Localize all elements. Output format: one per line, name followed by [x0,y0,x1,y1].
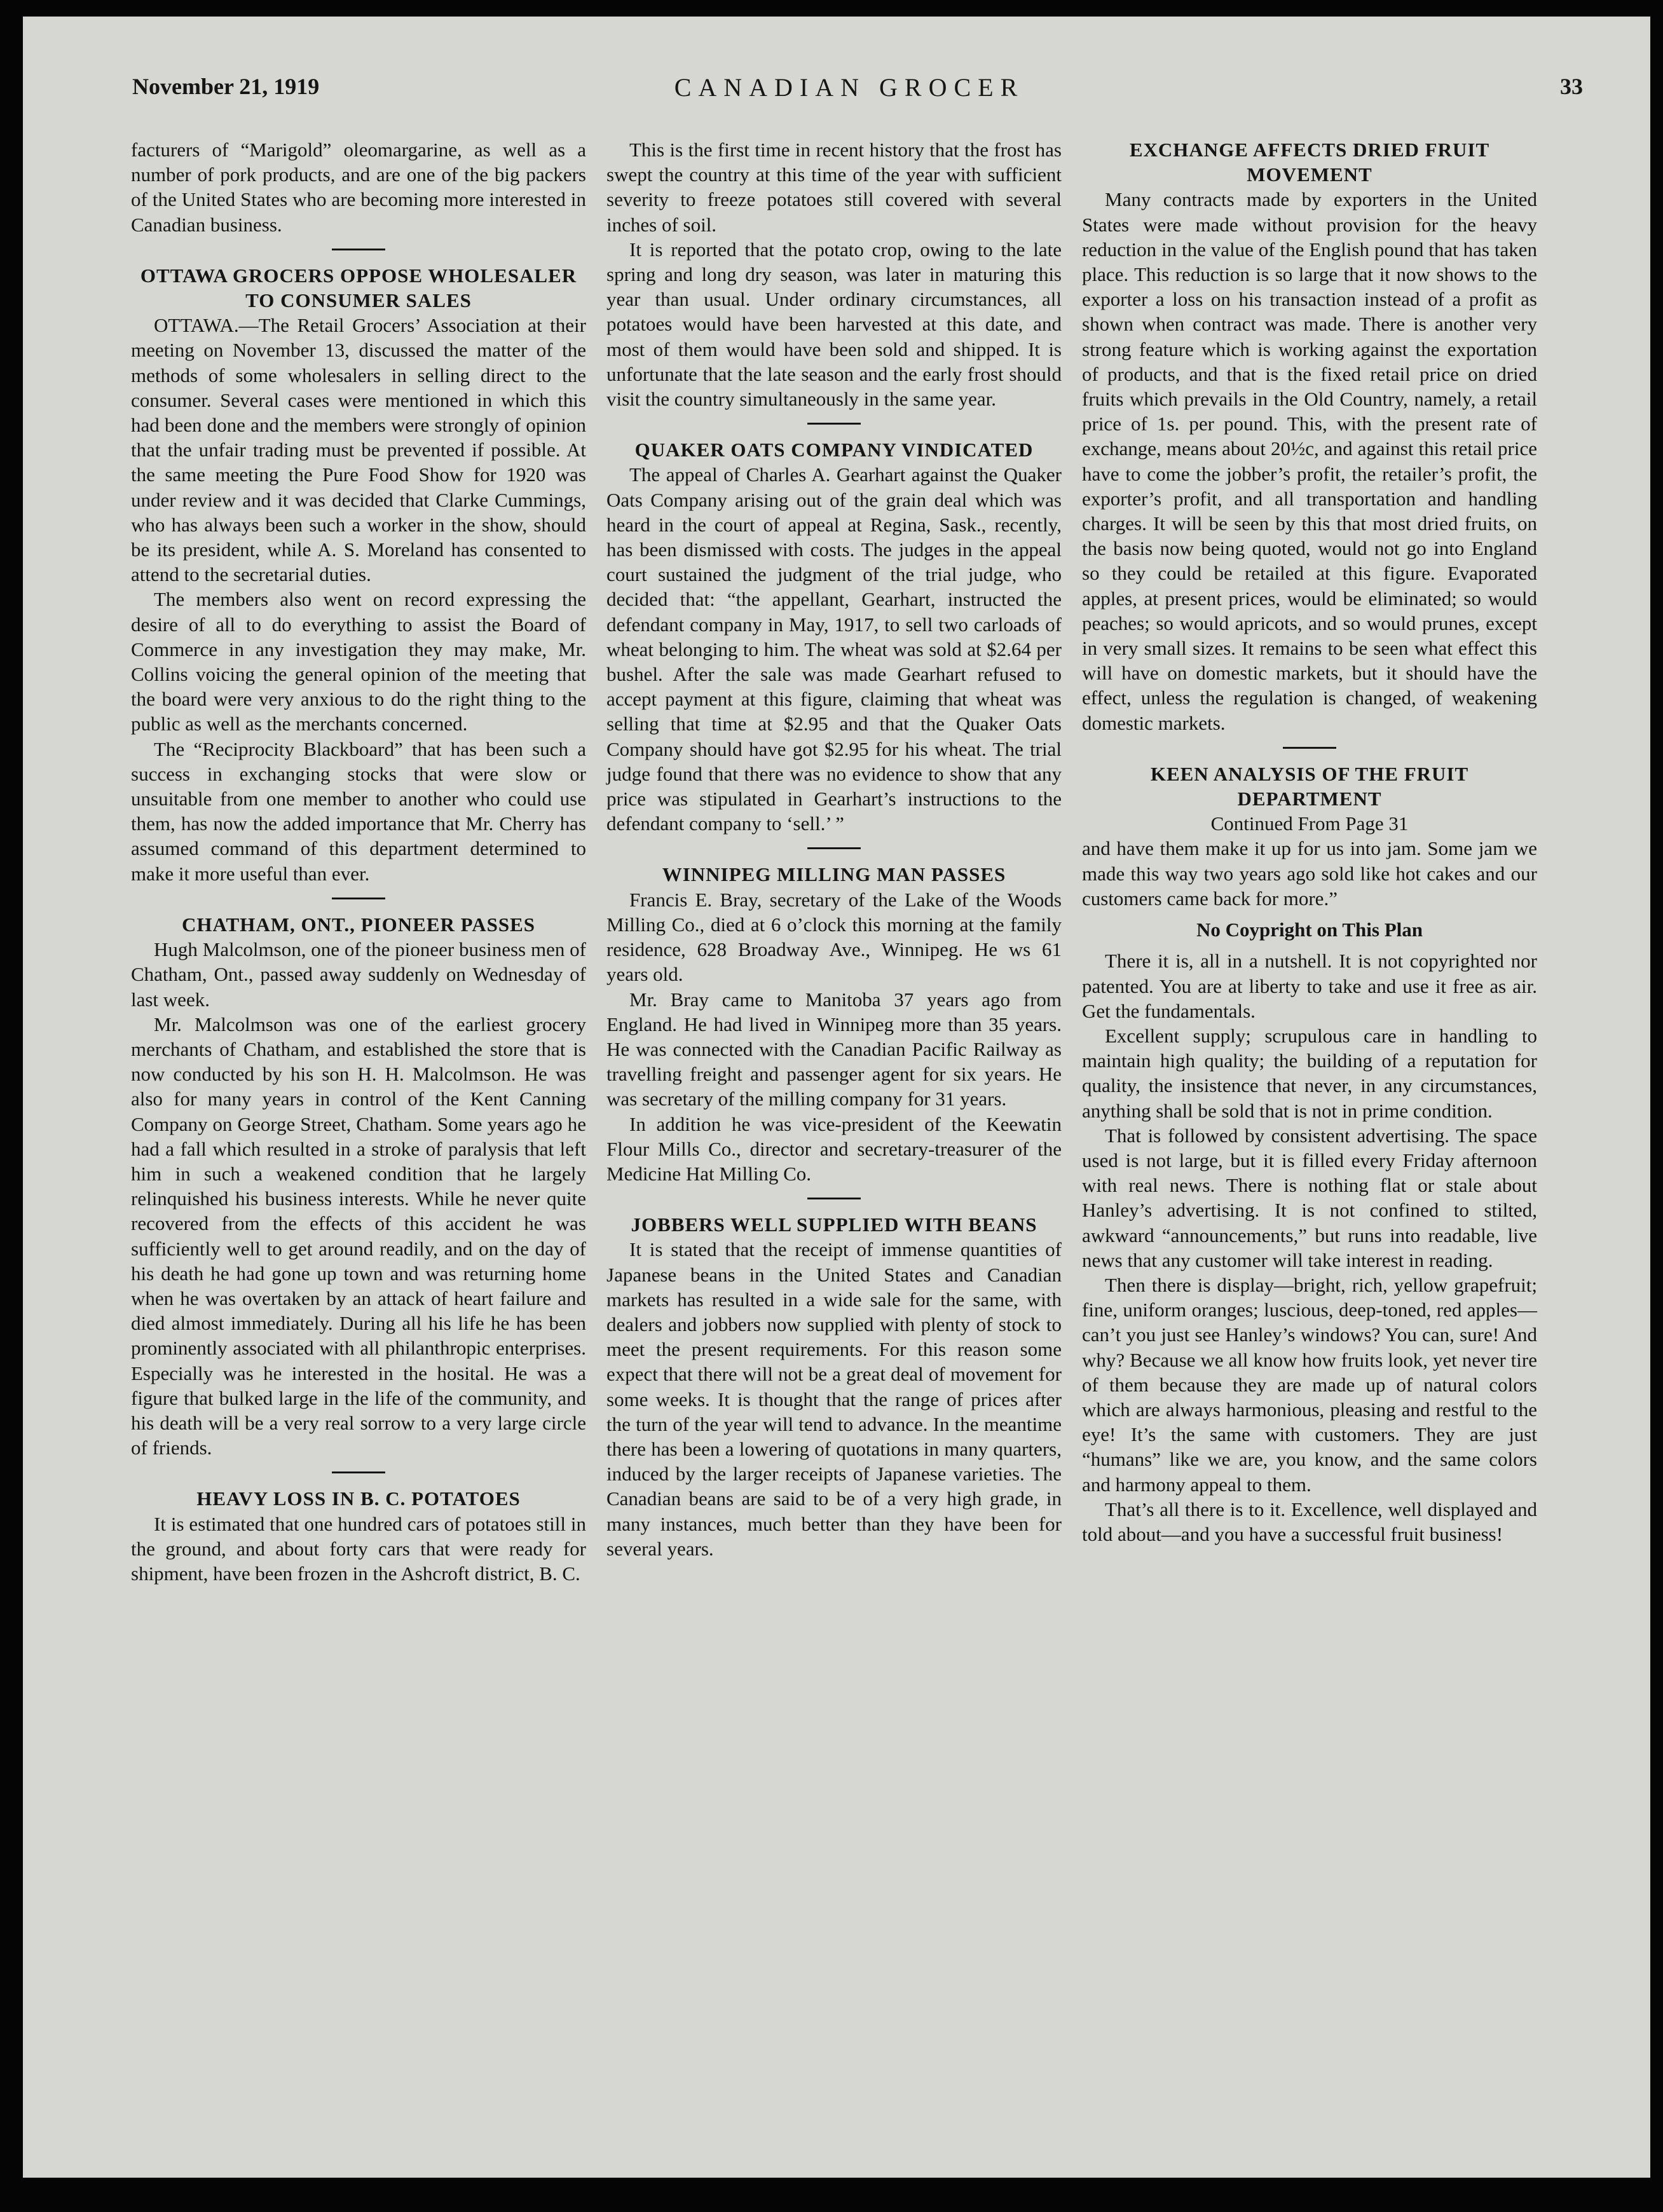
article-paragraph: That’s all there is to it. Excellence, well displayed and told about—and you have a successful fruit business! [1082,1498,1537,1545]
article-paragraph: Francis E. Bray, secretary of the Lake of the Woods Milling Co., died at 6 o’clock this morning at the family residence, 628 Broadway Ave., Winnipeg. He ws 61 years old. [606,888,1062,986]
continued-note: Continued From Page 31 [1210,812,1409,835]
divider-rule [807,847,861,849]
column-2 [606,137,1062,1561]
column-1 [131,137,586,1586]
divider-rule [807,423,861,425]
headline-exchange-dried-fruit: EXCHANGE AFFECTS DRIED FRUIT MOVEMENT [1129,139,1490,186]
headline-winnipeg-milling: WINNIPEG MILLING MAN PASSES [662,863,1006,886]
headline-keen-analysis: KEEN ANALYSIS OF THE FRUIT DEPARTMENT [1150,762,1469,810]
article-paragraph: The “Reciprocity Blackboard” that has been such a success in exchanging stocks that were slow or unsuitable from one member to another who could use them, has now the added importance that Mr. Cherry has assumed command of this department determined to make it more useful than ever. [131,737,586,885]
newspaper-page [23,17,1650,2178]
divider-rule [332,898,385,899]
article-paragraph: In addition he was vice-president of the Keewatin Flour Mills Co., director and secretary-treasurer of the Medicine Hat Milling Co. [606,1112,1062,1185]
divider-rule [1283,747,1336,749]
column-3 [1082,137,1537,1546]
article-paragraph: It is stated that the receipt of immense quantities of Japanese beans in the United States and Canadian markets has resulted in a wide sale for the same, with dealers and jobbers now supplied with plenty of stock to meet the present requirements. For this reason some expect that there will not be a great deal of movement for some weeks. It is thought that the range of prices after the turn of the year will tend to advance. In the meantime there has been a lowering of quotations in many quarters, induced by the larger receipts of Japanese varieties. The Canadian beans are said to be of a very high grade, in many instances, much better than they have been for several years. [606,1238,1062,1560]
subheading-no-copyright: No Coypright on This Plan [1196,918,1423,941]
article-paragraph: There it is, all in a nutshell. It is not copyrighted nor patented. You are at liberty to take and use it free as air. Get the fundamentals. [1082,950,1537,1022]
article-paragraph: It is reported that the potato crop, owing to the late spring and long dry season, was later in maturing this year than usual. Under ordinary circumstances, all potatoes would have been harvested at this date, and most of them would have been sold and shipped. It is unfortunate that the late season and the early frost should visit the country simultaneously in the same year. [606,238,1062,411]
headline-jobbers-beans: JOBBERS WELL SUPPLIED WITH BEANS [631,1213,1037,1236]
divider-rule [332,249,385,250]
headline-ottawa-grocers: OTTAWA GROCERS OPPOSE WHOLESALER TO CONSUMER SALES [140,264,577,312]
article-paragraph: This is the first time in recent history that the frost has swept the country at this time of the year with sufficient severity to freeze potatoes still covered with several inches of soil. [606,139,1062,236]
article-paragraph: OTTAWA.—The Retail Grocers’ Association at their meeting on November 13, discussed the matter of the methods of some wholesalers in selling direct to the consumer. Several cases were mentioned in which this had been done and the members were strongly of opinion that the unfair trading must be prevented if possible. At the same meeting the Pure Food Show for 1920 was under review and it was decided that Clarke Cummings, who has always been such a worker in the show, should be its president, while A. S. Moreland has consented to attend to the secretarial duties. [131,314,586,586]
article-paragraph: and have them make it up for us into jam. Some jam we made this way two years ago sold like hot cakes and our customers came back for more.” [1082,837,1537,910]
article-continuation: facturers of “Marigold” oleomargarine, as well as a number of pork products, and are one of the big packers of the United States who are becoming more interested in Canadian business. [131,139,586,236]
headline-chatham-pioneer: CHATHAM, ONT., PIONEER PASSES [181,913,536,936]
page-number: 33 [1560,74,1583,99]
article-paragraph: Excellent supply; scrupulous care in handling to maintain high quality; the building of a reputation for quality, the insistence that never, in any circumstances, anything shall be sold that is not in prime condition. [1082,1024,1537,1122]
article-paragraph: Mr. Bray came to Manitoba 37 years ago from England. He had lived in Winnipeg more than 35 years. He was connected with the Canadian Pacific Railway as travelling freight and passenger agent for six years. He was secretary of the milling company for 31 years. [606,988,1062,1110]
article-paragraph: Mr. Malcolmson was one of the earliest grocery merchants of Chatham, and established the store that is now conducted by his son H. H. Malcolmson. He was also for many years in control of the Kent Canning Company on George Street, Chatham. Some years ago he had a fall which resulted in a stroke of paralysis that left him in such a weakened condition that he largely relinquished his business interests. While he never quite recovered from the effects of this accident he was sufficiently well to get around readily, and on the day of his death he had gone up town and was returning home when he was overtaken by an attack of heart failure and died almost immediately. During all his life he has been prominently associated with all philanthropic enterprises. Especially was he interested in the hosital. He was a figure that bulked large in the life of the community, and his death will be a very real sorrow to a very large circle of friends. [131,1013,586,1459]
article-paragraph: The members also went on record expressing the desire of all to do everything to assist the Board of Commerce in any investigation they may make, Mr. Collins voicing the general opinion of the meeting that the board were very anxious to do the right thing to the public as well as the merchants concerned. [131,588,586,735]
divider-rule [807,1198,861,1199]
headline-quaker-oats: QUAKER OATS COMPANY VINDICATED [634,439,1034,461]
headline-bc-potatoes: HEAVY LOSS IN B. C. POTATOES [196,1487,521,1510]
article-paragraph: It is estimated that one hundred cars of potatoes still in the ground, and about forty cars that were ready for shipment, have been frozen in the Ashcroft district, B. C. [131,1512,586,1585]
article-paragraph: Many contracts made by exporters in the United States were made without provision for the heavy reduction in the value of the English pound that has taken place. This reduction is so large that it now shows to the exporter a loss on his transaction instead of a profit as shown when contract was made. There is another very strong feature which is working against the exportation of products, and that is the fixed retail price on dried fruits which prevails in the Old Country, namely, a retail price of 1s. per pound. This, with the present rate of exchange, means about 20½c, and against this retail price have to come the jobber’s profit, the retailer’s profit, the exporter’s profit, and all transportation and handling charges. It will be seen by this that most dried fruits, on the basis now being quoted, would not go into England so they could be retailed at this figure. Evaporated apples, at present prices, would be eliminated; so would peaches; so would apricots, and so would prunes, except in very small sizes. It remains to be seen what effect this will have on domestic markets, but it should have the effect, unless the regulation is changed, of weakening domestic markets. [1082,188,1537,734]
article-paragraph: The appeal of Charles A. Gearhart against the Quaker Oats Company arising out of the grain deal which was heard in the court of appeal at Regina, Sask., recently, has been dismissed with costs. The judges in the appeal court sustained the judgment of the trial judge, who decided that: “the appellant, Gearhart, instructed the defendant company in May, 1917, to sell two carloads of wheat belonging to him. The wheat was sold at $2.64 per bushel. After the sale was made Gearhart refused to accept payment at this figure, claiming that wheat was selling that time at $2.95 and that the Quaker Oats Company should have got $2.95 for his wheat. The trial judge found that there was no evidence to show that any price was stipulated in Gearhart’s instructions to the defendant company to ‘sell.’ ” [606,463,1062,835]
divider-rule [332,1471,385,1473]
article-paragraph: Hugh Malcolmson, one of the pioneer business men of Chatham, Ont., passed away suddenly on Wednesday of last week. [131,938,586,1011]
masthead-title: CANADIAN GROCER [674,73,1025,102]
issue-date: November 21, 1919 [132,74,320,99]
article-paragraph: That is followed by consistent advertising. The space used is not large, but it is filled every Friday afternoon with real news. There is nothing flat or stale about Hanley’s advertising. It is not confined to stilted, awkward “announcements,” but runs into readable, live news that any customer will take interest in reading. [1082,1124,1537,1271]
article-paragraph: Then there is display—bright, rich, yellow grapefruit; fine, uniform oranges; luscious, deep-toned, red apples—can’t you just see Hanley’s windows? You can, sure! And why? Because we all know how fruits look, yet never tire of them because they are made up of natural colors which are always harmonious, pleasing and restful to the eye! It’s the same with customers. They are just “humans” like we are, you know, and the same colors and harmony appeal to them. [1082,1273,1537,1496]
